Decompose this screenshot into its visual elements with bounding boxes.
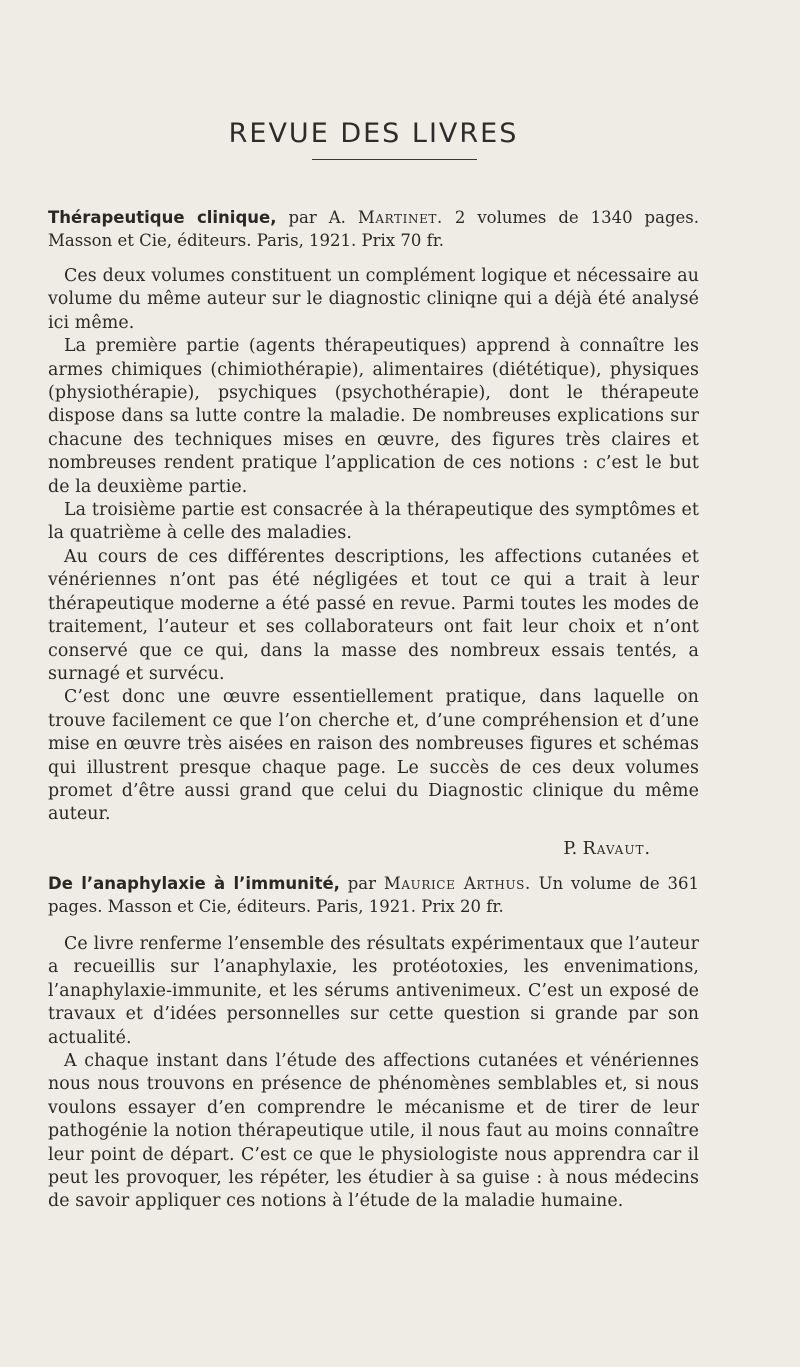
signature-initial: P. bbox=[563, 838, 578, 859]
review-paragraph: Ces deux volumes constituent un complément logique et nécessaire au volume du même auteur sur le diagnostic cliniqne qui a déjà été analysé ici même. bbox=[48, 266, 699, 333]
review-body bbox=[48, 933, 699, 1214]
review-heading bbox=[48, 872, 699, 918]
review-paragraph: A chaque instant dans l’étude des affections cutanées et vénériennes nous nous trouvons en présence de phénomènes semblables et, si nous voulons essayer d’en comprendre le mécanisme et de tirer de leur pathogénie la notion thérapeutique utile, il nous faut au moins connaître leur point de départ. C’est ce que le physiologiste nous apprendra car il peut les provoquer, les répéter, les étudier à sa guise : à nous médecins de savoir appliquer ces notions à l’étude de la maladie humaine. bbox=[48, 1051, 699, 1212]
work-title: De l’anaphylaxie à l’immunité, bbox=[48, 874, 340, 893]
publication-details: 2 volumes de 1340 pages. Masson et Cie, éditeurs. Paris, 1921. Prix 70 fr. bbox=[48, 208, 699, 250]
review-anaphylaxie bbox=[48, 872, 699, 1214]
review-paragraph: Au cours de ces différentes descriptions, les affections cutanées et vénériennes n’ont pas été négligées et tout ce qui a trait à leur thérapeutique moderne a été passé en revue. Parmi toutes les modes de traitement, l’auteur et ses collaborateurs ont fait leur choix et n’ont conservé que ce qui, dans la masse des nombreux essais tentés, a surnagé et survécu. bbox=[48, 546, 699, 684]
signature-name: Ravaut. bbox=[582, 838, 651, 859]
by-label: par bbox=[347, 874, 377, 893]
work-title: Thérapeutique clinique, bbox=[48, 208, 277, 227]
page-title: REVUE DES LIVRES bbox=[228, 118, 519, 149]
review-therapeutique-clinique bbox=[48, 206, 699, 859]
review-heading bbox=[48, 206, 699, 252]
review-paragraph: C’est donc une œuvre essentiellement pratique, dans laquelle on trouve facilement ce que l’on cherche et, d’une compréhension et d’une mise en œuvre très aisées en raison des nombreuses figures et schémas qui illustrent presque chaque page. Le succès de ces deux volumes promet d’être aussi grand que celui du Diagnostic clinique du même auteur. bbox=[48, 687, 699, 825]
publication-details: Un volume de 361 pages. Masson et Cie, éditeurs. Paris, 1921. Prix 20 fr. bbox=[48, 874, 699, 916]
journal-page bbox=[48, 0, 699, 1367]
review-signature bbox=[48, 839, 699, 859]
review-paragraph: La première partie (agents thérapeutiques) apprend à connaître les armes chimiques (chimiothérapie), alimentaires (diététique), physiques (physiothérapie), psychiques (psychothérapie), dont le thérapeute dispose dans sa lutte contre la maladie. De nombreuses explications sur chacune des techniques mises en œuvre, des figures très claires et nombreuses rendent pratique l’application de ces notions : c’est le but de la deuxième partie. bbox=[48, 336, 699, 497]
author-name: Maurice Arthus. bbox=[383, 874, 531, 893]
title-underline bbox=[312, 159, 477, 160]
review-paragraph: La troisième partie est consacrée à la thérapeutique des symptômes et la quatrième à celle des maladies. bbox=[48, 500, 699, 544]
review-paragraph: Ce livre renferme l’ensemble des résultats expérimentaux que l’auteur a recueillis sur l’anaphylaxie, les protéotoxies, les envenimations, l’anaphylaxie-immunite, et les sérums antivenimeux. C’est un exposé de travaux et d’idées personnelles sur cette question si grande par son actualité. bbox=[48, 934, 699, 1048]
by-label: par A. bbox=[288, 208, 346, 227]
review-body bbox=[48, 265, 699, 827]
author-name: Martinet. bbox=[357, 208, 443, 227]
